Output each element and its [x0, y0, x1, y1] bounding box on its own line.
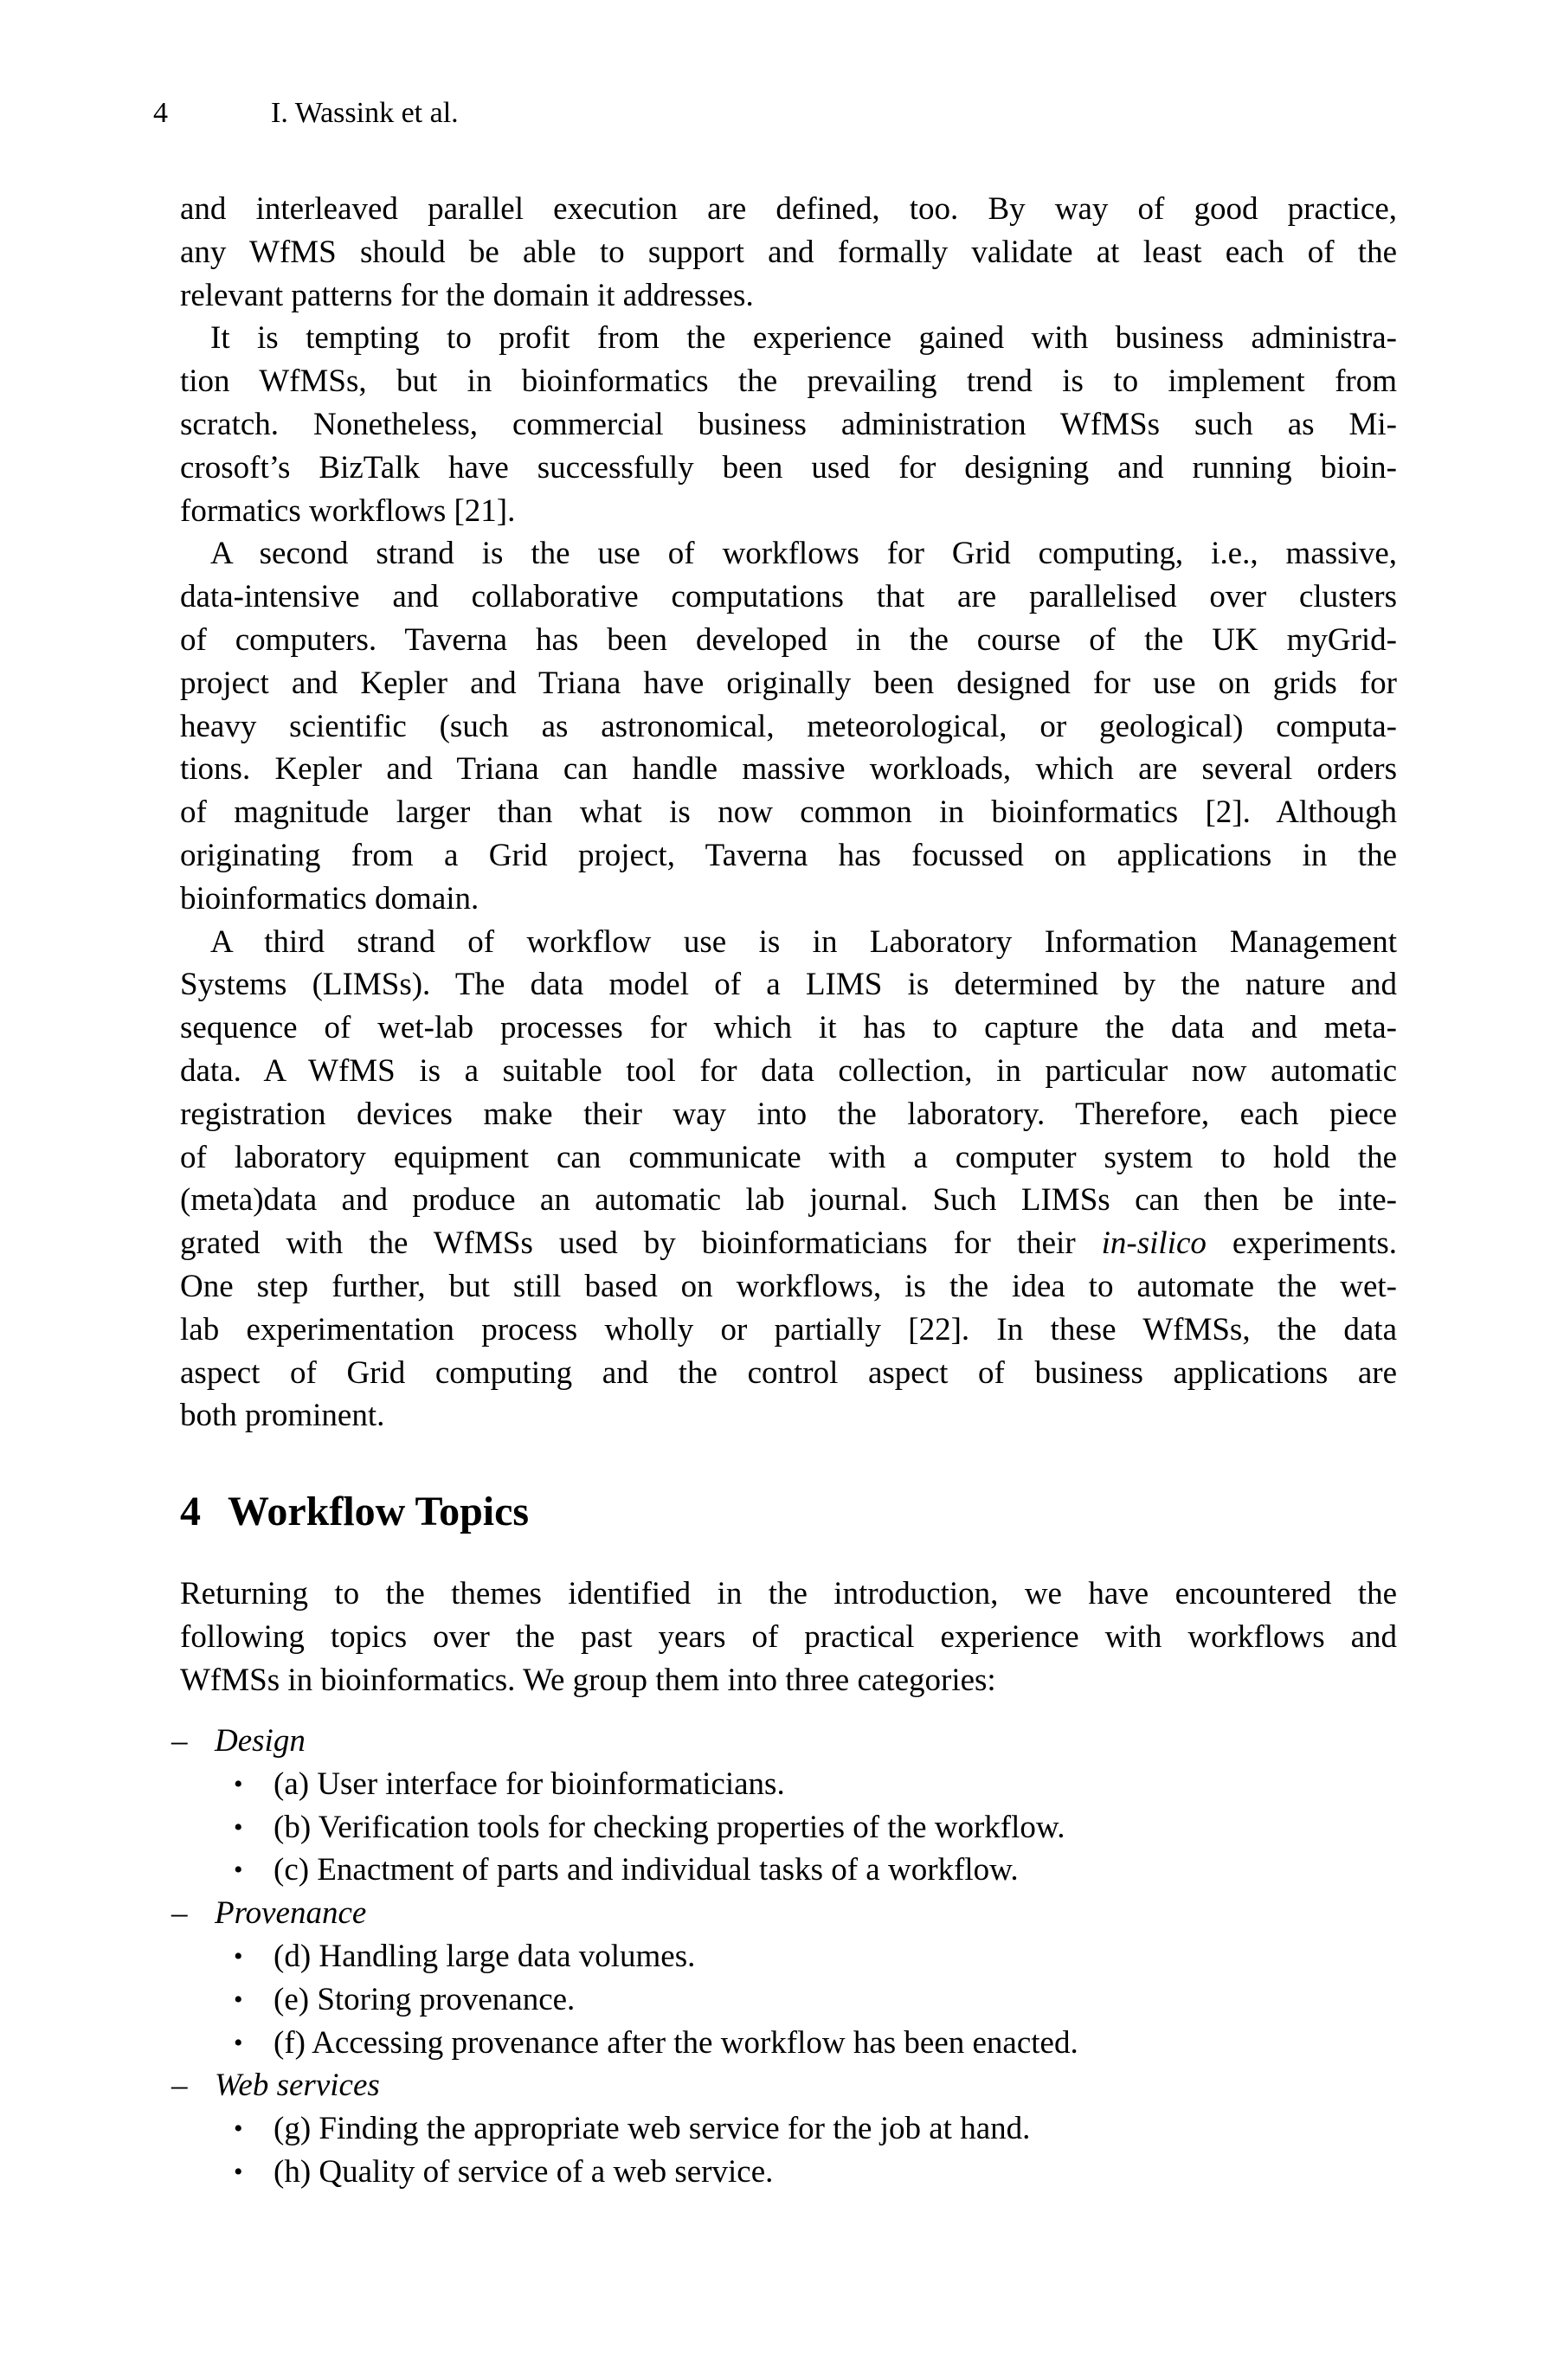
intro-text-line: following topics over the past years of practical experience with workflows and — [180, 1618, 1397, 1655]
body-text-line: originating from a Grid project, Taverna has focussed on applications in the — [180, 838, 1397, 873]
page-number: 4 — [153, 97, 168, 129]
list-item-text: (d) Handling large data volumes. — [274, 1939, 696, 1974]
dash-bullet-icon: – — [171, 1895, 188, 1932]
list-item-text: (e) Storing provenance. — [274, 1981, 576, 2017]
list-item-text: (a) User interface for bioinformaticians. — [274, 1766, 785, 1802]
body-text-line: Systems (LIMSs). The data model of a LIMS is determined by the nature and — [180, 967, 1397, 1003]
category-label: Web services — [215, 2068, 380, 2104]
body-text-line: It is tempting to profit from the experience gained with business administra- — [210, 320, 1397, 357]
text-run: grated with the WfMSs used by bioinformaticians for their — [180, 1225, 1102, 1262]
body-text-line: and interleaved parallel execution are defined, too. By way of good practice, — [180, 191, 1397, 227]
body-text-line: bioinformatics domain. — [180, 880, 479, 917]
bullet-icon: • — [234, 1942, 243, 1971]
dash-bullet-icon: – — [171, 2068, 188, 2104]
bullet-icon: • — [234, 2158, 243, 2186]
body-text-line: any WfMS should be able to support and formally validate at least each of the — [180, 234, 1397, 270]
body-text-line: data-intensive and collaborative computations that are parallelised over clusters — [180, 579, 1397, 615]
body-text-line: relevant patterns for the domain it addresses. — [180, 277, 754, 313]
bullet-icon: • — [234, 1769, 243, 1798]
category-label: Provenance — [215, 1895, 367, 1932]
bullet-icon: • — [234, 1812, 243, 1842]
body-text-line: of laboratory equipment can communicate with a computer system to hold the — [180, 1139, 1397, 1175]
section-title: Workflow Topics — [228, 1489, 530, 1534]
body-text-line: data. A WfMS is a suitable tool for data collection, in particular now automatic — [180, 1053, 1397, 1089]
intro-text-line: WfMSs in bioinformatics. We group them into three categories: — [180, 1662, 996, 1698]
intro-text-line: Returning to the themes identified in the introduction, we have encountered the — [180, 1576, 1397, 1611]
category-label: Design — [215, 1723, 306, 1759]
dash-bullet-icon: – — [171, 1723, 188, 1759]
body-text-line: project and Kepler and Triana have originally been designed for use on grids for — [180, 665, 1397, 701]
body-text-line: lab experimentation process wholly or partially [22]. In these WfMSs, the data — [180, 1311, 1397, 1348]
body-text-line — [180, 1222, 1397, 1265]
body-text-line: of computers. Taverna has been developed in the course of the UK myGrid- — [180, 622, 1397, 658]
list-item-text: (c) Enactment of parts and individual tasks of a workflow. — [274, 1852, 1019, 1888]
body-text-line: (meta)data and produce an automatic lab journal. Such LIMSs can then be inte- — [180, 1182, 1397, 1219]
running-head-authors: I. Wassink et al. — [271, 97, 459, 129]
bullet-icon: • — [234, 1984, 243, 2014]
body-text-line: tion WfMSs, but in bioinformatics the prevailing trend is to implement from — [180, 363, 1397, 400]
body-text-line: A second strand is the use of workflows for Grid computing, i.e., massive, — [210, 536, 1397, 572]
list-item-text: (f) Accessing provenance after the workflow has been enacted. — [274, 2024, 1078, 2061]
bullet-icon: • — [234, 2114, 243, 2144]
body-text-line: sequence of wet-lab processes for which it has to capture the data and meta- — [180, 1010, 1397, 1046]
list-item-text: (g) Finding the appropriate web service for the job at hand. — [274, 2111, 1031, 2147]
body-text-line: tions. Kepler and Triana can handle massive workloads, which are several orders — [180, 751, 1397, 788]
bullet-icon: • — [234, 2028, 243, 2057]
body-text-line: formatics workflows [21]. — [180, 492, 516, 529]
list-item-text: (b) Verification tools for checking properties of the workflow. — [274, 1809, 1065, 1845]
section-number: 4 — [180, 1489, 201, 1534]
body-text-line: A third strand of workflow use is in Laboratory Information Management — [210, 923, 1397, 960]
body-text-line: crosoft’s BizTalk have successfully been used for designing and running bioin- — [180, 449, 1397, 486]
text-run: experiments. — [1206, 1225, 1398, 1262]
body-text-line: scratch. Nonetheless, commercial business administration WfMSs such as Mi- — [180, 407, 1397, 442]
body-text-line: both prominent. — [180, 1398, 385, 1434]
list-item-text: (h) Quality of service of a web service. — [274, 2154, 774, 2190]
body-text-line: registration devices make their way into the laboratory. Therefore, each piece — [180, 1096, 1397, 1132]
body-text-line: aspect of Grid computing and the control aspect of business applications are — [180, 1354, 1397, 1391]
body-text-line: heavy scientific (such as astronomical, meteorological, or geological) computa- — [180, 708, 1397, 744]
body-text-line: One step further, but still based on workflows, is the idea to automate the wet- — [180, 1269, 1397, 1304]
bullet-icon: • — [234, 1856, 243, 1885]
emphasis-text: in-silico — [1101, 1225, 1207, 1262]
body-text-line: of magnitude larger than what is now common in bioinformatics [2]. Although — [180, 794, 1397, 831]
